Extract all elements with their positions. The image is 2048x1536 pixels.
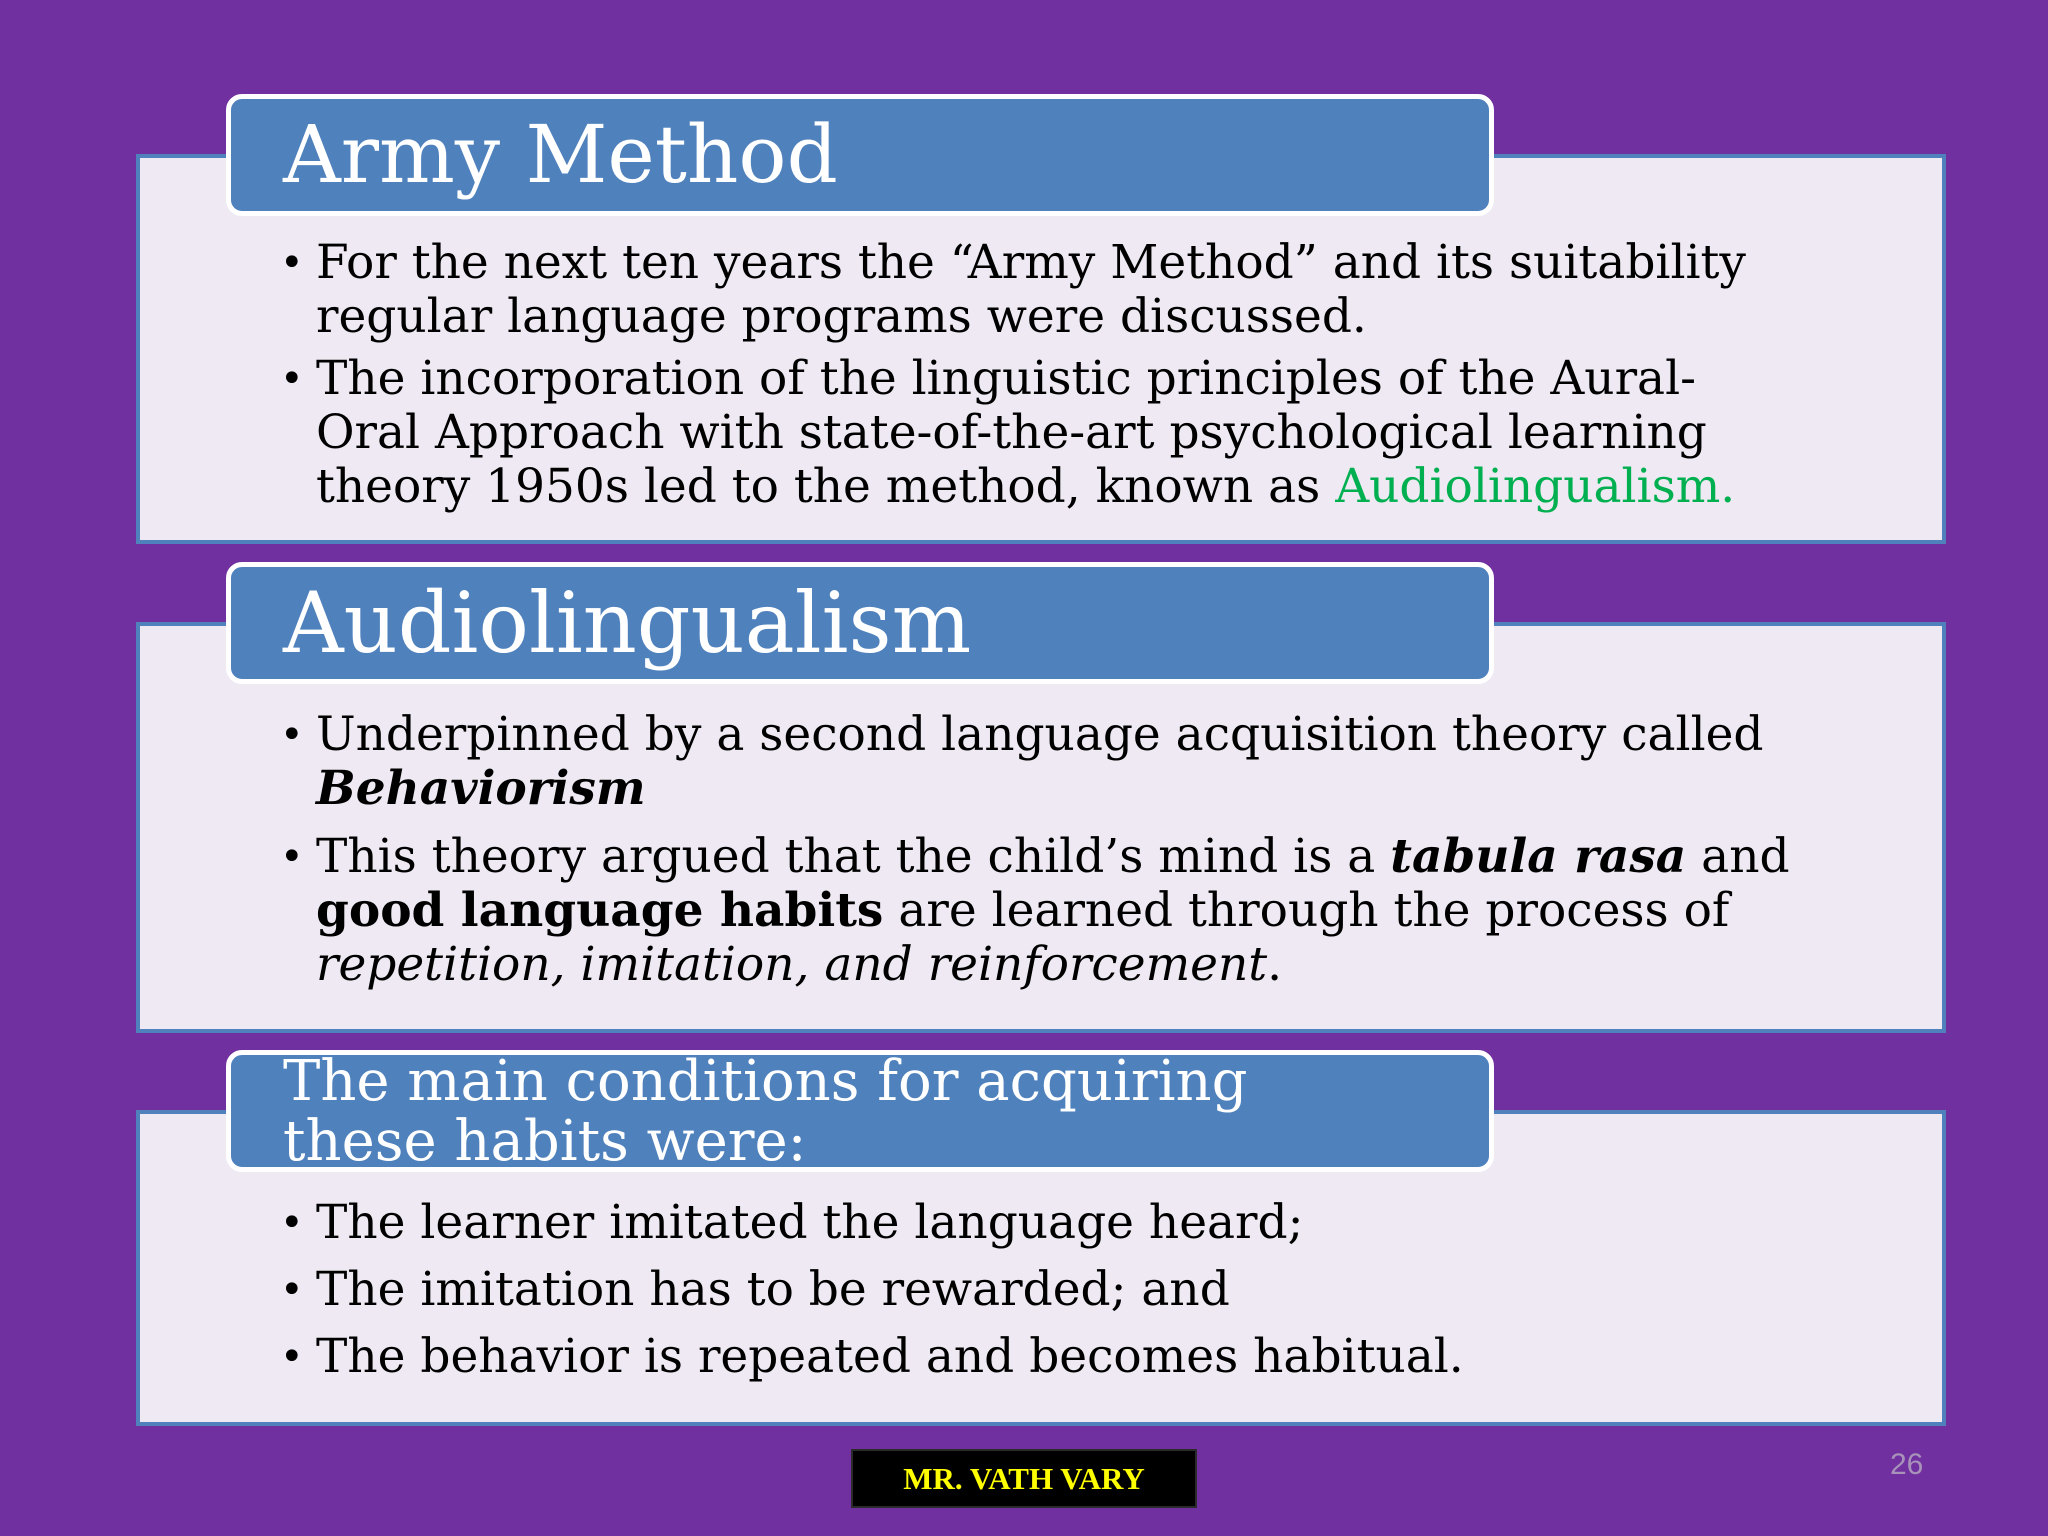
audiolingualism-header [226,562,1494,684]
army-method-bullets [280,236,1800,514]
bullet-text: are learned through the process of [883,883,1730,938]
bullet-item [280,708,1800,816]
bullet-dot: • [280,240,304,286]
presenter-name: MR. VATH VARY [903,1460,1145,1496]
presenter-name-box [851,1449,1197,1508]
audiolingualism-highlight: Audiolingualism. [1335,459,1736,514]
bullet-text: and [1686,829,1790,884]
bullet-dot: • [280,356,304,402]
bullet-text: The learner imitated the language heard; [316,1195,1304,1250]
army-method-title: Army Method [283,108,838,201]
bullet-item [280,1330,1800,1384]
bullet-text: This theory argued that the child’s mind is a [316,829,1391,884]
page-number: 26 [1890,1448,1924,1481]
bullet-text: For the next ten years the “Army Method” and its suitability regular language programs were discussed. [316,235,1746,344]
tabula-rasa-term: tabula rasa [1390,829,1687,884]
bullet-text: . [1267,937,1283,992]
audiolingualism-bullets [280,708,1800,992]
bullet-dot: • [280,1200,304,1246]
bullet-dot: • [280,834,304,880]
bullet-item [280,830,1800,992]
bullet-item [280,1196,1800,1250]
bullet-dot: • [280,712,304,758]
behaviorism-term: Behaviorism [316,761,646,816]
bullet-item [280,352,1800,514]
conditions-title: The main conditions for acquiring these habits were: [283,1048,1248,1174]
bullet-text: Underpinned by a second language acquisition theory called [316,707,1764,762]
army-method-header [226,94,1494,216]
good-habits-term: good language habits [316,883,884,938]
bullet-dot: • [280,1334,304,1380]
bullet-item [280,236,1800,344]
bullet-text: The behavior is repeated and becomes habitual. [316,1329,1464,1384]
conditions-header [226,1050,1494,1172]
bullet-dot: • [280,1267,304,1313]
bullet-text: The incorporation of the linguistic principles of the Aural-Oral Approach with state-of-the-art psychological learning theory 1950s led to the method, known as [316,351,1707,514]
conditions-bullets [280,1196,1800,1384]
audiolingualism-title: Audiolingualism [283,574,972,672]
bullet-text: The imitation has to be rewarded; and [316,1262,1230,1317]
bullet-item [280,1263,1800,1317]
process-terms: repetition, imitation, and reinforcement [316,937,1268,992]
